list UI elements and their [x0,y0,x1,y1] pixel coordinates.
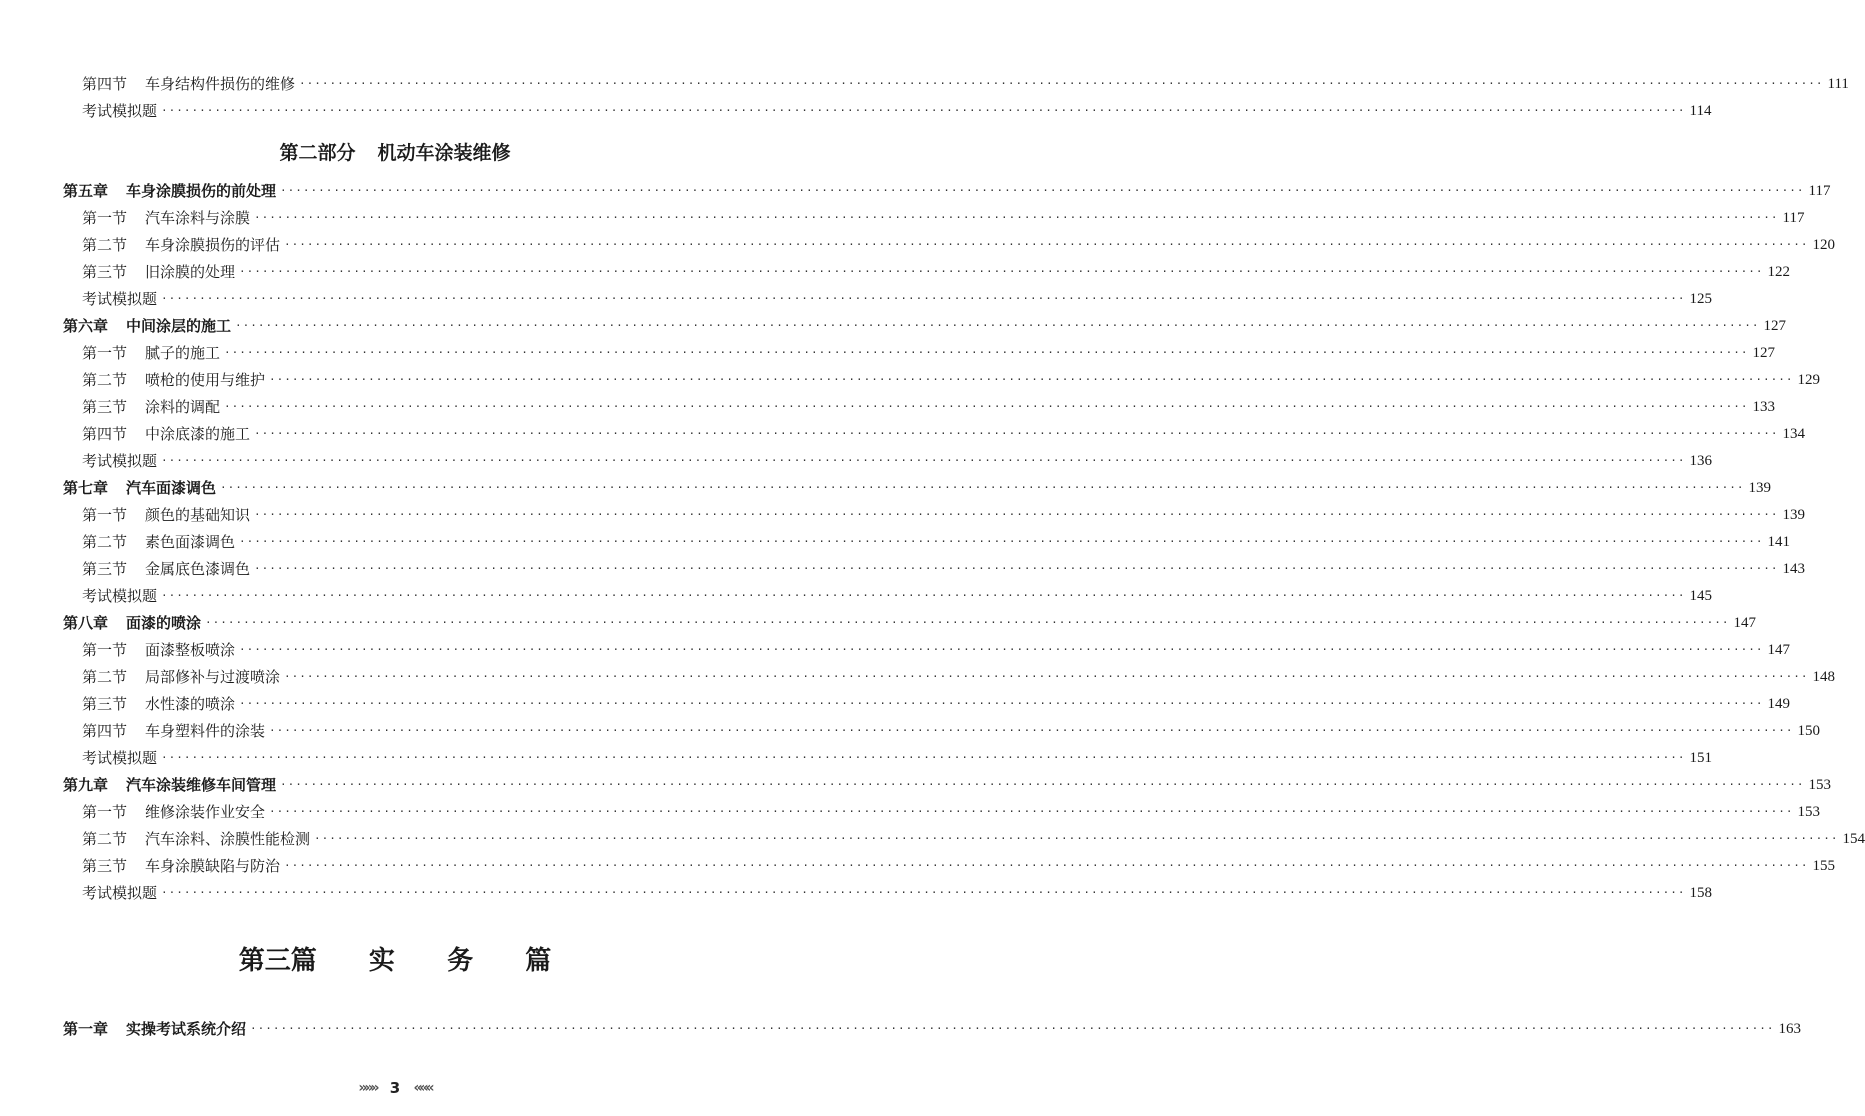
toc-entry-page: 149 [1767,696,1791,712]
toc-entry-title: 考试模拟题 [82,587,158,605]
toc-entry-title: 考试模拟题 [82,102,158,120]
toc-entry-number: 第一章 [63,1020,109,1038]
page-footer [0,1078,790,1097]
toc-entry-number: 第二节 [82,236,128,254]
toc-entry-title: 旧涂膜的处理 [145,263,236,281]
toc-entry-title: 车身涂膜缺陷与防治 [145,857,281,875]
toc-leader-dots: ········································································································································································································ [269,805,1794,818]
toc-entry-page: 125 [1689,291,1713,307]
toc-entry-title: 面漆整板喷涂 [145,641,236,659]
toc-leader-dots: ········································································································································································································ [224,346,1749,359]
part-three-label: 第三篇 [238,946,317,976]
toc-leader-dots: ········································································································································································································ [161,589,1686,602]
toc-entry-title: 维修涂装作业安全 [145,803,266,821]
toc-entry-number: 第三节 [82,560,128,578]
toc-entry-page: 154 [1842,831,1865,847]
toc-entry [0,390,1776,417]
left-chevrons-icon: »»» [358,1079,377,1096]
toc-entry-title: 考试模拟题 [82,452,158,470]
toc-entry-page: 127 [1763,318,1787,334]
toc-entry-title: 考试模拟题 [82,290,158,308]
toc-leader-dots: ········································································································································································································ [254,562,1779,575]
toc-entry-title: 喷枪的使用与维护 [145,371,266,389]
toc-entry [0,336,1776,363]
toc-leader-dots: ········································································································································································································ [280,184,1805,197]
toc-entry [0,849,1836,876]
toc-entry-title: 汽车面漆调色 [126,479,217,497]
toc-entry-label [82,640,235,660]
toc-entry-title: 素色面漆调色 [145,533,236,551]
toc-entry-page: 147 [1733,615,1757,631]
toc-leader-dots: ········································································································································································································ [250,1022,1775,1035]
toc-entry-label [82,505,250,525]
toc-leader-dots: ········································································································································································································ [239,535,1764,548]
toc-entry [0,201,1805,228]
toc-entry-title: 水性漆的喷涂 [145,695,236,713]
toc-leader-dots: ········································································································································································································ [161,104,1686,117]
toc-entry-page: 127 [1752,345,1776,361]
toc-entry [0,255,1791,282]
toc-entry-label [63,478,216,498]
toc-leader-dots: ········································································································································································································ [161,292,1686,305]
toc-entry-page: 148 [1812,669,1836,685]
toc-entry [0,768,1832,795]
toc-entry-label [82,208,250,228]
toc-leader-dots: ········································································································································································································ [161,454,1686,467]
toc-entry-title: 颜色的基础知识 [145,506,251,524]
toc-entry [0,714,1821,741]
toc-entry-label [63,316,231,336]
toc-entry-label [82,397,220,417]
toc-leader-dots: ········································································································································································································ [161,886,1686,899]
toc-entry-title: 汽车涂装维修车间管理 [126,776,277,794]
toc-entry-label [82,532,235,552]
toc-entry [0,471,1772,498]
toc-entry-number: 第九章 [63,776,109,794]
toc-entry [0,687,1791,714]
toc-entry [0,525,1791,552]
toc-entry [0,876,1713,903]
toc-entry [0,552,1806,579]
toc-entry-page: 150 [1797,723,1821,739]
toc-entry-number: 第四节 [82,75,128,93]
toc-leader-dots: ········································································································································································································ [235,319,1760,332]
toc-entry-label [82,667,280,687]
toc-entry [0,579,1713,606]
toc-entry [0,67,1849,94]
toc-leader-dots: ········································································································································································································ [269,724,1794,737]
toc-entry-title: 考试模拟题 [82,884,158,902]
toc-entry-label [82,370,265,390]
toc-entry-label [82,262,235,282]
toc-entry-page: 129 [1797,372,1821,388]
toc-entry-page: 163 [1778,1021,1802,1037]
toc-entry-title: 汽车涂料、涂膜性能检测 [145,830,311,848]
toc-entry-label [82,586,157,606]
toc-entry-number: 第六章 [63,317,109,335]
part-three-heading [0,940,790,977]
toc-entry [0,309,1787,336]
toc-entry-page: 136 [1689,453,1713,469]
toc-entry-page: 143 [1782,561,1806,577]
toc-entry-page: 117 [1808,183,1831,199]
toc-entry-number: 第二节 [82,830,128,848]
page-number: 3 [389,1078,401,1097]
toc-entry [0,282,1713,309]
toc-leader-dots: ········································································································································································································ [284,670,1809,683]
toc-entry-number: 第一节 [82,641,128,659]
toc-entry-page: 122 [1767,264,1791,280]
toc-leader-dots: ········································································································································································································ [205,616,1730,629]
toc-entry-label [82,748,157,768]
toc-entry-page: 147 [1767,642,1791,658]
toc-entry [0,660,1836,687]
part-three-char-1: 实 [368,946,395,976]
toc-entry-title: 考试模拟题 [82,749,158,767]
toc-entry [0,1012,1802,1039]
toc-entry-number: 第四节 [82,425,128,443]
toc-entry-number: 第四节 [82,722,128,740]
toc-leader-dots: ········································································································································································································ [220,481,1745,494]
toc-entry-title: 车身结构件损伤的维修 [145,75,296,93]
toc-entry-label [82,424,250,444]
toc-entry [0,498,1806,525]
toc-entry-page: 114 [1689,103,1712,119]
toc-entry-page: 117 [1782,210,1805,226]
toc-entry-page: 141 [1767,534,1791,550]
part-two-title: 机动车涂装维修 [377,142,511,164]
toc-entry-label [63,775,276,795]
toc-entry-label [63,613,201,633]
toc-entry-number: 第七章 [63,479,109,497]
toc-leader-dots: ········································································································································································································ [284,238,1809,251]
toc-entry-page: 145 [1689,588,1713,604]
part-two-label: 第二部分 [279,142,356,164]
toc-entry-page: 133 [1752,399,1776,415]
toc-entry-label [82,883,157,903]
toc-entry-label [82,721,265,741]
toc-entry-page: 111 [1827,76,1849,92]
toc-entry [0,795,1821,822]
toc-entry-number: 第二节 [82,668,128,686]
toc-entry-title: 实操考试系统介绍 [126,1020,247,1038]
toc-entry-title: 中间涂层的施工 [126,317,232,335]
toc-entry-number: 第三节 [82,263,128,281]
toc-entry-label [82,289,157,309]
toc-entry-page: 134 [1782,426,1806,442]
toc-entry-page: 153 [1808,777,1832,793]
toc-entry-number: 第一节 [82,344,128,362]
toc-leader-dots: ········································································································································································································ [239,643,1764,656]
toc-entry-title: 面漆的喷涂 [126,614,202,632]
toc-entry [0,741,1713,768]
toc-entry-label [82,74,295,94]
part-three-char-3: 篇 [525,946,552,976]
toc-entry-title: 车身涂膜损伤的前处理 [126,182,277,200]
toc-entry-title: 汽车涂料与涂膜 [145,209,251,227]
toc-entry-title: 腻子的施工 [145,344,221,362]
toc-entry [0,822,1865,849]
toc-leader-dots: ········································································································································································································ [280,778,1805,791]
toc-entry-number: 第一节 [82,506,128,524]
toc-entry-label [82,235,280,255]
toc-leader-dots: ········································································································································································································ [284,859,1809,872]
toc-entry-label [82,451,157,471]
toc-leader-dots: ········································································································································································································ [161,751,1686,764]
toc-entry-title: 涂料的调配 [145,398,221,416]
toc-entry [0,606,1757,633]
toc-entry-label [82,856,280,876]
toc-entry [0,228,1836,255]
toc-entry-number: 第一节 [82,209,128,227]
right-chevrons-icon: ««« [413,1079,432,1096]
toc-entry-number: 第三节 [82,398,128,416]
toc-entry-page: 151 [1689,750,1713,766]
part-two-heading [0,138,790,165]
toc-entry-label [82,829,310,849]
toc-entry-page: 120 [1812,237,1836,253]
toc-entry-label [82,559,250,579]
toc-entry-number: 第八章 [63,614,109,632]
toc-entry-title: 金属底色漆调色 [145,560,251,578]
toc-leader-dots: ········································································································································································································ [269,373,1794,386]
toc-entry-page: 158 [1689,885,1713,901]
toc-entry [0,363,1821,390]
toc-entry-title: 局部修补与过渡喷涂 [145,668,281,686]
toc-entry [0,174,1831,201]
toc-entry [0,444,1713,471]
toc-entry-number: 第三节 [82,857,128,875]
toc-leader-dots: ········································································································································································································ [254,427,1779,440]
toc-entry-number: 第二节 [82,371,128,389]
toc-entry [0,633,1791,660]
toc-entry-page: 153 [1797,804,1821,820]
toc-entry-label [82,802,265,822]
toc-leader-dots: ········································································································································································································ [254,211,1779,224]
toc-entry-label [63,1019,246,1039]
toc-entry-number: 第二节 [82,533,128,551]
toc-entry-label [82,101,157,121]
toc-leader-dots: ········································································································································································································ [239,265,1764,278]
toc-entry-title: 车身塑料件的涂装 [145,722,266,740]
toc-entry [0,94,1712,121]
toc-entry-number: 第一节 [82,803,128,821]
toc-entry-number: 第三节 [82,695,128,713]
toc-leader-dots: ········································································································································································································ [299,77,1824,90]
toc-entry-label [63,181,276,201]
toc-entry-page: 139 [1748,480,1772,496]
toc-entry-title: 中涂底漆的施工 [145,425,251,443]
toc-entry-page: 155 [1812,858,1836,874]
toc-entry-label [82,343,220,363]
toc-leader-dots: ········································································································································································································ [314,832,1839,845]
toc-entry-page: 139 [1782,507,1806,523]
toc-entry-label [82,694,235,714]
toc-entry [0,417,1806,444]
toc-leader-dots: ········································································································································································································ [254,508,1779,521]
toc-leader-dots: ········································································································································································································ [239,697,1764,710]
toc-entry-number: 第五章 [63,182,109,200]
part-three-char-2: 务 [447,946,474,976]
toc-entry-title: 车身涂膜损伤的评估 [145,236,281,254]
toc-leader-dots: ········································································································································································································ [224,400,1749,413]
